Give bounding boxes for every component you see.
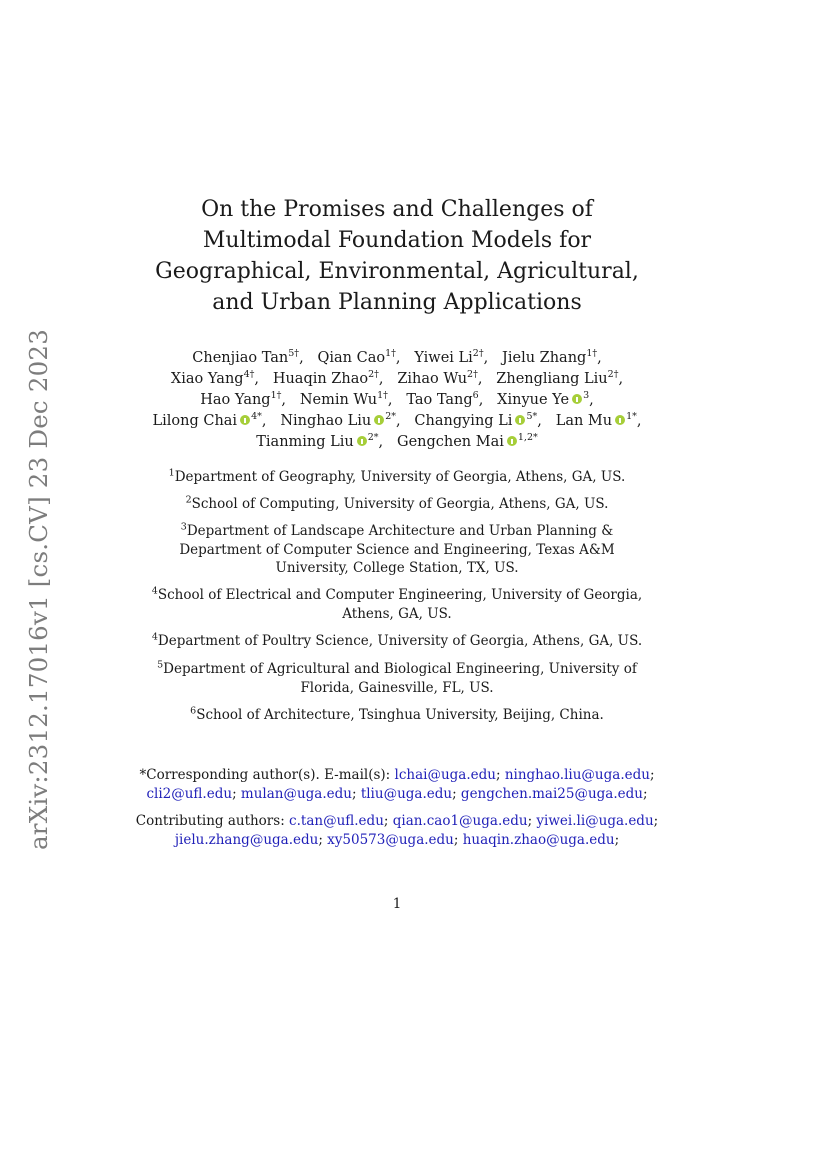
author: Nemin $Wu^{1\dagger}$ [299,390,388,408]
affiliation: $^6$School of Architecture, Tsinghua University, Beijing, China. [190,705,604,723]
email-link[interactable]: lchai@uga.edu [394,767,496,783]
author: Zihao $Wu^{2\dagger}$ [397,369,478,387]
author: Chenjiao Tan$^{5\dagger}$ [192,348,300,366]
email-link[interactable]: tliu@uga.edu [360,786,453,802]
email-link[interactable]: mulan@uga.edu [240,786,352,802]
author: Jielu Zhang$^{1\dagger}$ [502,348,598,366]
affiliation: $^5$Department of Agricultural and Biological Engineering, University of Florida, Gainesville, FL, US. [157,659,637,696]
email-link[interactable]: c.tan@ufl.edu [289,813,384,829]
corresponding-authors: *Corresponding author(s). E-mail(s): lchai@uga.edu; ninghao.liu@uga.edu; cli2@ufl.edu; mulan@uga.edu; tliu@uga.edu; gengchen.mai25@uga.edu; [139,767,655,802]
author-list [130,348,664,453]
page-number: 1 [392,896,402,912]
email-link[interactable]: qian.cao1@uga.edu [392,813,528,829]
orcid-icon[interactable] [507,436,517,446]
affiliation: $^3$Department of Landscape Architecture and Urban Planning & Department of Computer Science and Engineering, Texas A&M University, College Station, TX, US. [179,521,615,576]
paper-title: On the Promises and Challenges of Multimodal Foundation Models for Geographical, Environmental, Agricultural, and Urban Planning Applications [155,197,639,315]
email-link[interactable]: xy50573@uga.edu [327,832,454,848]
orcid-icon[interactable] [615,415,625,425]
author: Xinyue Ye $^3$ [497,390,590,408]
orcid-icon[interactable] [240,415,250,425]
email-link[interactable]: yiwei.li@uga.edu [536,813,654,829]
author: Gengchen Mai $^{1,2*}$ [396,432,538,450]
affiliation: $^1$Department of Geography, University of Georgia, Athens, GA, US. [168,467,626,485]
author: Changying Li $^{5*}$ [414,411,538,429]
email-link[interactable]: ninghao.liu@uga.edu [504,767,650,783]
author: Yiwei $Li^{2\dagger}$ [414,348,484,366]
author: Lan Mu $^{1*}$ [555,411,637,429]
arxiv-identifier-text: arXiv:2312.17016v1 [cs.CV] 23 Dec 2023 [24,329,53,850]
affiliation: $^2$School of Computing, University of Georgia, Athens, GA, US. [185,494,609,512]
author: Lilong Chai $^{4*}$ [152,411,262,429]
author: Ninghao Liu $^{2*}$ [280,411,396,429]
author: Qian Cao$^{1\dagger}$ [317,348,396,366]
author-line: Tianming Liu $^{2*}$, Gengchen Mai $^{1,2*}$ [256,432,538,450]
author-line: Xiao Yang$^{4\dagger}$, Huaqin Zhao$^{2\dagger}$, Zihao $Wu^{2\dagger}$, Zhengliang Liu$^{2\dagger}$, [170,369,624,387]
orcid-icon[interactable] [572,394,582,404]
orcid-icon[interactable] [357,436,367,446]
orcid-icon[interactable] [374,415,384,425]
author: Zhengliang Liu$^{2\dagger}$ [496,369,619,387]
arxiv-identifier-stamp [24,329,53,850]
author: Xiao Yang$^{4\dagger}$ [170,369,255,387]
author-line: Hao Yang$^{1\dagger}$, Nemin $Wu^{1\dagger}$, Tao Tang$^6$, Xinyue Ye $^3$, [200,390,594,408]
affiliation: $^4$School of Electrical and Computer Engineering, University of Georgia, Athens, GA, US. [151,585,643,622]
email-link[interactable]: huaqin.zhao@uga.edu [462,832,615,848]
author: Tao Tang$^6$ [406,390,479,408]
author-line: Chenjiao Tan$^{5\dagger}$, Qian Cao$^{1\dagger}$, Yiwei $Li^{2\dagger}$, Jielu Zhang$^{1\dagger}$, [192,348,602,366]
orcid-icon[interactable] [515,415,525,425]
author: Hao Yang$^{1\dagger}$ [200,390,282,408]
author: Tianming Liu $^{2*}$ [256,432,379,450]
author: Huaqin Zhao$^{2\dagger}$ [272,369,379,387]
author-line: Lilong Chai $^{4*}$, Ninghao Liu $^{2*}$, Changying Li $^{5*}$, Lan Mu $^{1*}$, [152,411,642,429]
affiliation: $^4$Department of Poultry Science, University of Georgia, Athens, GA, US. [151,631,643,649]
email-link[interactable]: gengchen.mai25@uga.edu [460,786,643,802]
contributing-authors: Contributing authors: c.tan@ufl.edu; qian.cao1@uga.edu; yiwei.li@uga.edu; jielu.zhang@uga.edu; xy50573@uga.edu; huaqin.zhao@uga.edu; [135,813,659,848]
email-link[interactable]: jielu.zhang@uga.edu [174,832,319,848]
email-link[interactable]: cli2@ufl.edu [146,786,233,802]
